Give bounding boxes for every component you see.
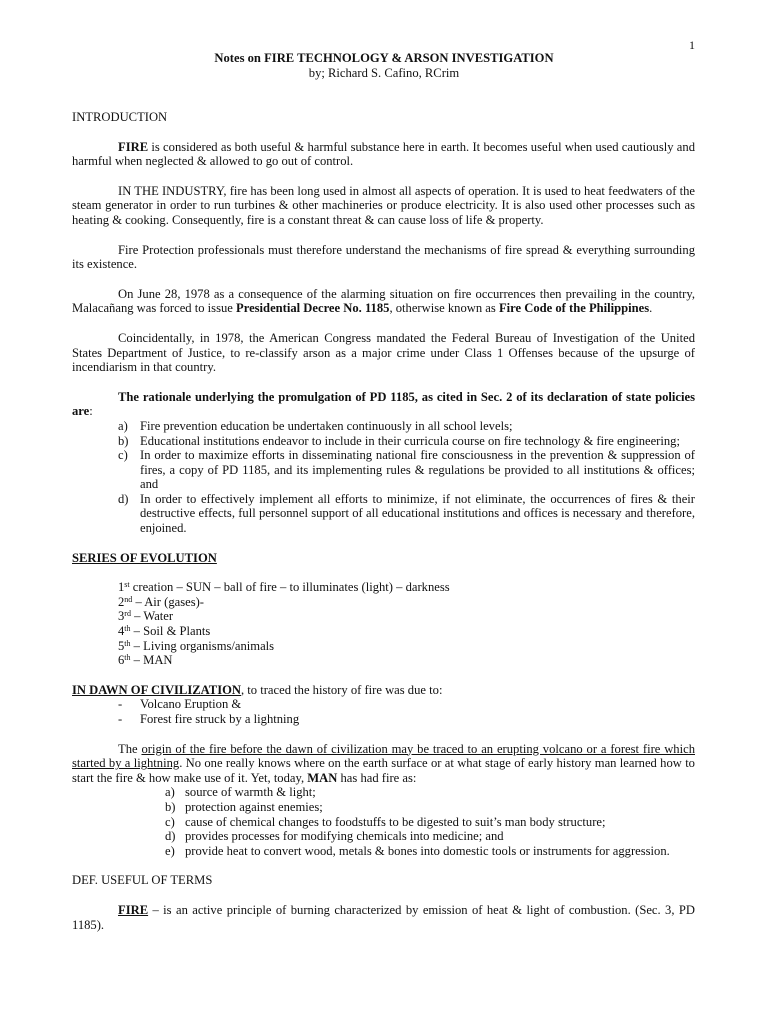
paragraph-pd1185 (72, 287, 695, 316)
list-item-text: – MAN (130, 653, 173, 668)
list-item (72, 609, 695, 624)
definition-fire (72, 903, 695, 932)
evolution-heading-text: SERIES OF EVOLUTION (72, 550, 217, 565)
byline: by; Richard S. Cafino, RCrim (308, 65, 460, 80)
list-item (72, 492, 695, 536)
ordinal-number: 4 (118, 624, 125, 639)
heading-evolution (72, 551, 695, 566)
page-number: 1 (689, 38, 695, 52)
list-item-text: creation – SUN – ball of fire – to illuminates (light) – darkness (129, 580, 450, 595)
origin-text-b: . No one really knows where on the earth surface or at what stage of early history man learned how to start the fire & how make use of it. Yet, today, (72, 756, 695, 785)
man-term: MAN (307, 770, 338, 785)
rationale-colon: : (89, 404, 93, 419)
list-item-text: Volcano Eruption & (140, 697, 242, 712)
ordinal-number: 3 (118, 609, 125, 624)
ordinal-suffix: th (124, 624, 131, 634)
pd-name: Presidential Decree No. 1185 (236, 301, 390, 316)
list-item (72, 829, 695, 844)
list-item (72, 624, 695, 639)
term-fire: FIRE (118, 139, 149, 154)
list-item (72, 800, 695, 815)
list-item-text: In order to effectively implement all efforts to minimize, if not eliminate, the occurrences of fires & their destructive effects, full personnel support of all educational institutions and offices is necessary and therefore, enjoined. (140, 491, 695, 536)
list-marker: b) (118, 433, 129, 448)
ordinal-suffix: th (124, 638, 131, 648)
ordinal-suffix: st (124, 580, 130, 590)
dawn-heading-text: IN DAWN OF CIVILIZATION (72, 682, 241, 697)
list-item-text: source of warmth & light; (185, 785, 316, 800)
policy-list (72, 419, 695, 536)
list-item-text: protection against enemies; (185, 799, 323, 814)
list-marker: a) (165, 785, 175, 800)
list-item-text: Forest fire struck by a lightning (140, 712, 300, 726)
rationale-bold: The rationale underlying the promulgation of PD 1185, as cited in Sec. 2 of its declaration of state policies are (72, 389, 695, 419)
list-item (72, 712, 695, 727)
dawn-list (72, 697, 695, 726)
title-prefix: Notes on (214, 51, 265, 65)
list-item-text: cause of chemical changes to foodstuffs to be digested to suit’s man body structure; (185, 814, 606, 829)
list-marker: c) (165, 814, 175, 829)
list-item (72, 697, 695, 712)
heading-introduction: INTRODUCTION (72, 110, 168, 124)
list-item (72, 815, 695, 830)
ordinal-number: 2 (118, 594, 125, 609)
list-item-text: – Water (130, 609, 174, 624)
paragraph-professionals: Fire Protection professionals must therefore understand the mechanisms of fire spread & everything surrounding its existence. (72, 242, 695, 272)
list-marker: a) (118, 418, 128, 433)
list-item-text: – Soil & Plants (130, 624, 211, 639)
list-item-text: In order to maximize efforts in disseminating national fire consciousness in the prevention & suppression of fires, a copy of PD 1185, and its implementing rules & regulations be provided to all institutions & offices; and (140, 448, 695, 492)
list-item (72, 653, 695, 668)
heading-terms: DEF. USEFUL OF TERMS (72, 873, 213, 888)
dawn-heading-rest: , to traced the history of fire was due to: (241, 682, 443, 697)
origin-text-c: has had fire as: (337, 770, 417, 785)
ordinal-number: 5 (118, 638, 125, 653)
ordinal-number: 6 (118, 653, 125, 668)
list-marker: - (118, 712, 123, 726)
list-item (72, 785, 695, 800)
list-marker: c) (118, 448, 128, 463)
list-marker: d) (118, 491, 129, 506)
paragraph-origin (72, 742, 695, 786)
list-marker: - (118, 697, 123, 712)
document-body (72, 110, 695, 932)
origin-text-a: The (118, 741, 142, 756)
document-title (0, 51, 768, 80)
origin-underlined: origin of the fire before the dawn of civilization may be traced to an erupting volcano or a forest fire which started by a lightning (72, 741, 695, 771)
evolution-list (72, 580, 695, 668)
uses-list (72, 785, 695, 858)
fire-definition-text: – is an active principle of burning characterized by emission of heat & light of combustion. (Sec. 3, PD 1185). (72, 902, 695, 932)
list-item (72, 434, 695, 449)
fire-code-name: Fire Code of the Philippines (498, 301, 650, 316)
pd-text-c: , otherwise known as (389, 301, 499, 316)
list-item-text: provide heat to convert wood, metals & bones into domestic tools or instruments for aggression. (185, 843, 670, 858)
paragraph-industry: IN THE INDUSTRY, fire has been long used in almost all aspects of operation. It is used to heat feedwaters of the steam generator in order to run turbines & other machineries or produce electricity. It is also used other processes such as heating & cooking. Consequently, fire is a constant threat & can cause loss of life & property. (72, 183, 695, 227)
paragraph-congress: Coincidentally, in 1978, the American Congress mandated the Federal Bureau of Investigation of the United States Department of Justice, to re-classify arson as a major crime under Class 1 Offenses because of the upsurge of incendiarism in that country. (72, 330, 695, 375)
list-item (72, 595, 695, 610)
list-item (72, 844, 695, 859)
paragraph-fire (72, 140, 695, 169)
heading-dawn (72, 683, 695, 698)
pd-text-a: On June 28, 1978 as a consequence of the alarming situation on fire occurrences then prevailing in the country, Malacañang was forced to issue (72, 286, 695, 316)
list-item-text: – Living organisms/animals (130, 638, 275, 653)
list-item (72, 448, 695, 492)
term-fire-definition: FIRE (118, 902, 149, 917)
list-item (72, 419, 695, 434)
ordinal-number: 1 (118, 580, 125, 595)
ordinal-suffix: nd (124, 594, 133, 604)
list-item-text: provides processes for modifying chemicals into medicine; and (185, 829, 504, 844)
list-item-text: Educational institutions endeavor to include in their curricula course on fire technology & fire engineering; (140, 433, 680, 448)
list-item (72, 580, 695, 595)
list-item-text: – Air (gases)- (132, 594, 204, 609)
title-main: FIRE TECHNOLOGY & ARSON INVESTIGATION (264, 51, 554, 65)
list-marker: d) (165, 829, 176, 844)
ordinal-suffix: th (124, 653, 131, 663)
ordinal-suffix: rd (124, 609, 131, 619)
list-marker: b) (165, 799, 176, 814)
title-line (0, 51, 768, 66)
pd-text-e: . (649, 301, 653, 316)
list-marker: e) (165, 843, 175, 858)
list-item (72, 639, 695, 654)
paragraph-rationale (72, 390, 695, 419)
paragraph-fire-text: is considered as both useful & harmful substance here in earth. It becomes useful when used cautiously and harmful when neglected & allowed to go out of control. (72, 139, 695, 169)
list-item-text: Fire prevention education be undertaken continuously in all school levels; (140, 418, 513, 433)
